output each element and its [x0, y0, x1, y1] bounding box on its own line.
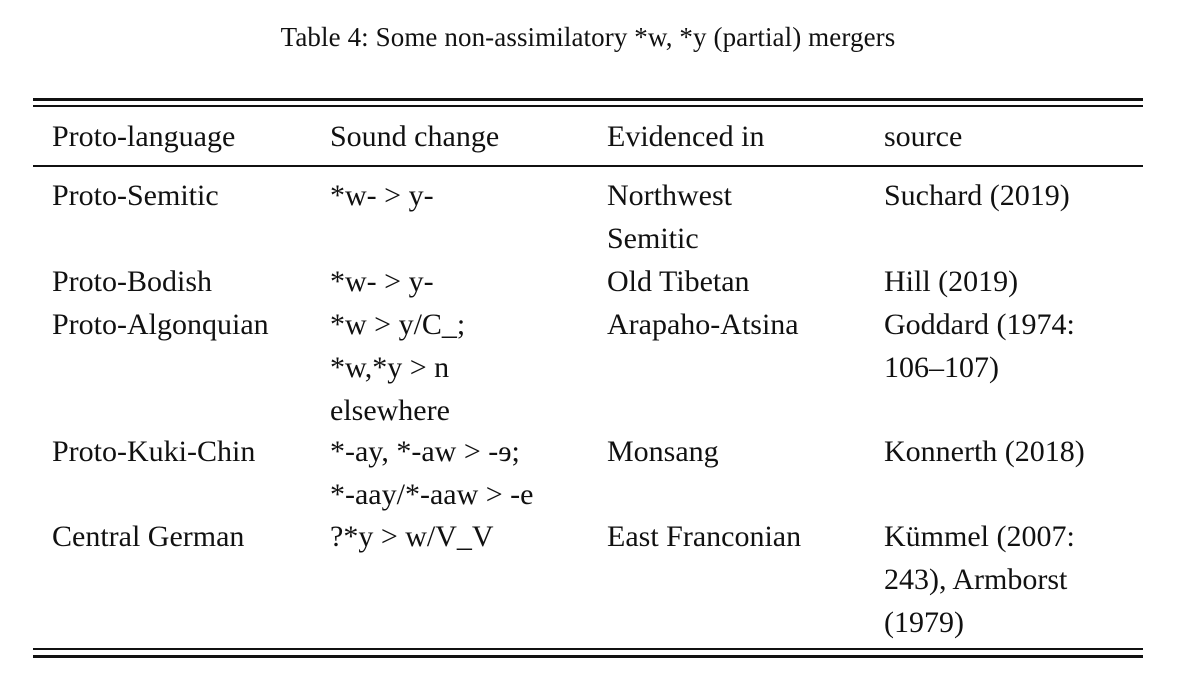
table-top-rule-inner — [33, 105, 1143, 107]
cell-proto-language: Central German — [52, 520, 245, 553]
table-top-rule — [33, 98, 1143, 101]
cell-sound-change — [330, 430, 533, 516]
header-proto-language: Proto-language — [52, 120, 236, 153]
evidenced-in-line: Northwest — [607, 179, 732, 212]
sound-change-line: *w,*y > n — [330, 351, 450, 384]
sound-change-line: *w- > y- — [330, 179, 434, 212]
cell-evidenced-in — [607, 515, 852, 558]
evidenced-in-line: Semitic — [607, 222, 699, 255]
header-evidenced-in: Evidenced in — [607, 120, 765, 153]
table-header-rule — [33, 165, 1143, 167]
source-line: (1979) — [884, 606, 964, 639]
cell-source — [884, 430, 1129, 473]
evidenced-in-line: East Franconian — [607, 520, 802, 553]
cell-sound-change — [330, 174, 434, 217]
sound-change-line: elsewhere — [330, 394, 450, 427]
cell-source — [884, 515, 1129, 644]
cell-proto-language: Proto-Bodish — [52, 265, 213, 298]
cell-evidenced-in — [607, 430, 852, 473]
cell-sound-change — [330, 260, 434, 303]
source-line: 106–107) — [884, 351, 999, 384]
evidenced-in-line: Monsang — [607, 435, 719, 468]
source-line: Hill (2019) — [884, 265, 1019, 298]
cell-source — [884, 174, 1129, 217]
sound-change-line: ?*y > w/V_V — [330, 520, 494, 553]
source-line: Konnerth (2018) — [884, 435, 1085, 468]
source-line: Goddard (1974: — [884, 308, 1075, 341]
cell-evidenced-in — [607, 260, 852, 303]
sound-change-line: *w > y/C_; — [330, 308, 466, 341]
evidenced-in-line: Arapaho-Atsina — [607, 308, 799, 341]
cell-proto-language: Proto-Algonquian — [52, 308, 269, 341]
cell-sound-change — [330, 515, 494, 558]
table-caption: Table 4: Some non-assimilatory *w, *y (partial) mergers — [280, 22, 896, 52]
sound-change-line: *w- > y- — [330, 265, 434, 298]
cell-evidenced-in — [607, 174, 852, 260]
table-bottom-rule — [33, 655, 1143, 658]
sound-change-line: *-ay, *-aw > -ɘ; — [330, 435, 520, 468]
source-line: Kümmel (2007: — [884, 520, 1075, 553]
evidenced-in-line: Old Tibetan — [607, 265, 750, 298]
cell-proto-language: Proto-Kuki-Chin — [52, 435, 256, 468]
header-source: source — [884, 120, 963, 153]
cell-source — [884, 260, 1129, 303]
table-bottom-rule-inner — [33, 648, 1143, 650]
cell-sound-change — [330, 303, 465, 432]
cell-source — [884, 303, 1129, 389]
cell-proto-language: Proto-Semitic — [52, 179, 219, 212]
header-sound-change: Sound change — [330, 120, 500, 153]
cell-evidenced-in — [607, 303, 852, 346]
source-line: 243), Armborst — [884, 563, 1068, 596]
source-line: Suchard (2019) — [884, 179, 1070, 212]
sound-change-line: *-aay/*-aaw > -e — [330, 478, 534, 511]
